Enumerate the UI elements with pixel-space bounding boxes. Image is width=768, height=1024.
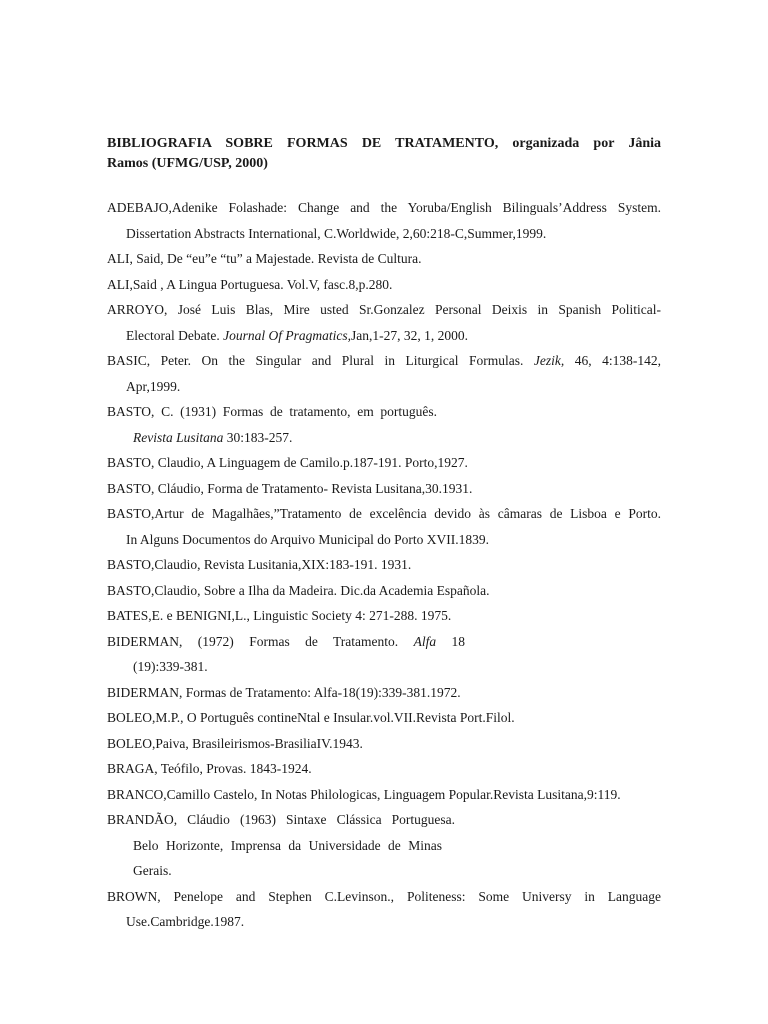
entry-line bbox=[107, 323, 661, 349]
bibliography-entry bbox=[107, 476, 661, 502]
bibliography-entry bbox=[107, 450, 661, 476]
entry-line: BROWN, Penelope and Stephen C.Levinson., Politeness: Some Universy in Language bbox=[107, 888, 661, 904]
bibliography-entry bbox=[107, 629, 661, 680]
entry-line: Belo Horizonte, Imprensa da Universidade de Minas bbox=[133, 837, 442, 853]
entry-line: BRAGA, Teófilo, Provas. 1843-1924. bbox=[107, 761, 312, 776]
entry-text: BASIC, Peter. On the Singular and Plural in Liturgical Formulas. bbox=[107, 353, 534, 368]
entry-line: ARROYO, José Luis Blas, Mire usted Sr.Gonzalez Personal Deixis in Spanish Political- bbox=[107, 302, 661, 317]
bibliography-entry bbox=[107, 756, 661, 782]
bibliography-entry bbox=[107, 246, 661, 272]
entry-line bbox=[107, 629, 465, 655]
entry-line: Gerais. bbox=[133, 863, 172, 878]
entry-line: ALI,Said , A Lingua Portuguesa. Vol.V, fasc.8,p.280. bbox=[107, 276, 393, 292]
bibliography-entry bbox=[107, 884, 661, 935]
entry-line bbox=[107, 425, 661, 451]
title-line-2: Ramos (UFMG/USP, 2000) bbox=[107, 156, 268, 171]
entry-line: BASTO, Claudio, A Linguagem de Camilo.p.187-191. Porto,1927. bbox=[107, 455, 468, 470]
entry-line: (19):339-381. bbox=[133, 659, 208, 674]
entry-text: 46, 4:138-142, bbox=[564, 353, 661, 368]
bibliography-entry bbox=[107, 399, 661, 450]
bibliography-entry bbox=[107, 552, 661, 578]
entry-line: Dissertation Abstracts International, C.Worldwide, 2,60:218-C,Summer,1999. bbox=[126, 225, 547, 241]
bibliography-entry bbox=[107, 731, 661, 757]
bibliography-entry bbox=[107, 807, 661, 884]
journal-title: Jezik, bbox=[533, 353, 565, 368]
entry-line: BOLEO,Paiva, Brasileirismos-BrasiliaIV.1943. bbox=[107, 735, 363, 751]
entry-text: BIDERMAN, (1972) Formas de Tratamento. bbox=[107, 633, 414, 649]
entry-line: BASTO, C. (1931) Formas de tratamento, em português. bbox=[107, 404, 437, 419]
entry-text: 30:183-257. bbox=[223, 429, 293, 445]
entry-line: BASTO,Claudio, Sobre a Ilha da Madeira. Dic.da Academia Española. bbox=[107, 582, 490, 598]
entry-line bbox=[107, 348, 661, 374]
entry-line: Use.Cambridge.1987. bbox=[126, 914, 245, 929]
entry-line: ALI, Said, De “eu”e “tu” a Majestade. Revista de Cultura. bbox=[107, 251, 422, 266]
entry-line: In Alguns Documentos do Arquivo Municipal do Porto XVII.1839. bbox=[126, 531, 489, 547]
entry-line: BASTO, Cláudio, Forma de Tratamento- Revista Lusitana,30.1931. bbox=[107, 480, 473, 496]
entry-line: BRANCO,Camillo Castelo, In Notas Philologicas, Linguagem Popular.Revista Lusitana,9:119. bbox=[107, 786, 621, 802]
document-page bbox=[107, 134, 661, 935]
entry-text: Electoral Debate. bbox=[126, 327, 224, 343]
bibliography-entry bbox=[107, 195, 661, 246]
entry-line: BASTO,Artur de Magalhães,”Tratamento de excelência devido às câmaras de Lisboa e Porto. bbox=[107, 506, 661, 521]
journal-title: Alfa bbox=[413, 633, 437, 649]
entry-line: BATES,E. e BENIGNI,L., Linguistic Society 4: 271-288. 1975. bbox=[107, 608, 452, 623]
title-line-1: BIBLIOGRAFIA SOBRE FORMAS DE TRATAMENTO, organizada por Jânia bbox=[107, 136, 661, 151]
bibliography-entry bbox=[107, 501, 661, 552]
bibliography-entry bbox=[107, 348, 661, 399]
entry-line: BOLEO,M.P., O Português contineNtal e Insular.vol.VII.Revista Port.Filol. bbox=[107, 710, 515, 725]
bibliography-entry bbox=[107, 603, 661, 629]
journal-title: Journal Of Pragmatics, bbox=[223, 327, 351, 343]
journal-title: Revista Lusitana bbox=[133, 429, 224, 445]
entry-line: BRANDÃO, Cláudio (1963) Sintaxe Clássica Portuguesa. bbox=[107, 812, 455, 827]
bibliography-entry bbox=[107, 297, 661, 348]
bibliography-entry bbox=[107, 705, 661, 731]
bibliography-entry bbox=[107, 680, 661, 706]
bibliography-entry bbox=[107, 272, 661, 298]
bibliography-entry bbox=[107, 578, 661, 604]
entry-line: Apr,1999. bbox=[126, 378, 181, 394]
entry-line: BASTO,Claudio, Revista Lusitania,XIX:183-191. 1931. bbox=[107, 557, 412, 572]
entry-line: ADEBAJO,Adenike Folashade: Change and the Yoruba/English Bilinguals’Address System. bbox=[107, 200, 661, 215]
bibliography-entry bbox=[107, 782, 661, 808]
document-title bbox=[107, 134, 661, 174]
entry-text: 18 bbox=[436, 633, 465, 649]
entry-line: BIDERMAN, Formas de Tratamento: Alfa-18(19):339-381.1972. bbox=[107, 684, 461, 700]
entry-text: Jan,1-27, 32, 1, 2000. bbox=[350, 327, 468, 343]
